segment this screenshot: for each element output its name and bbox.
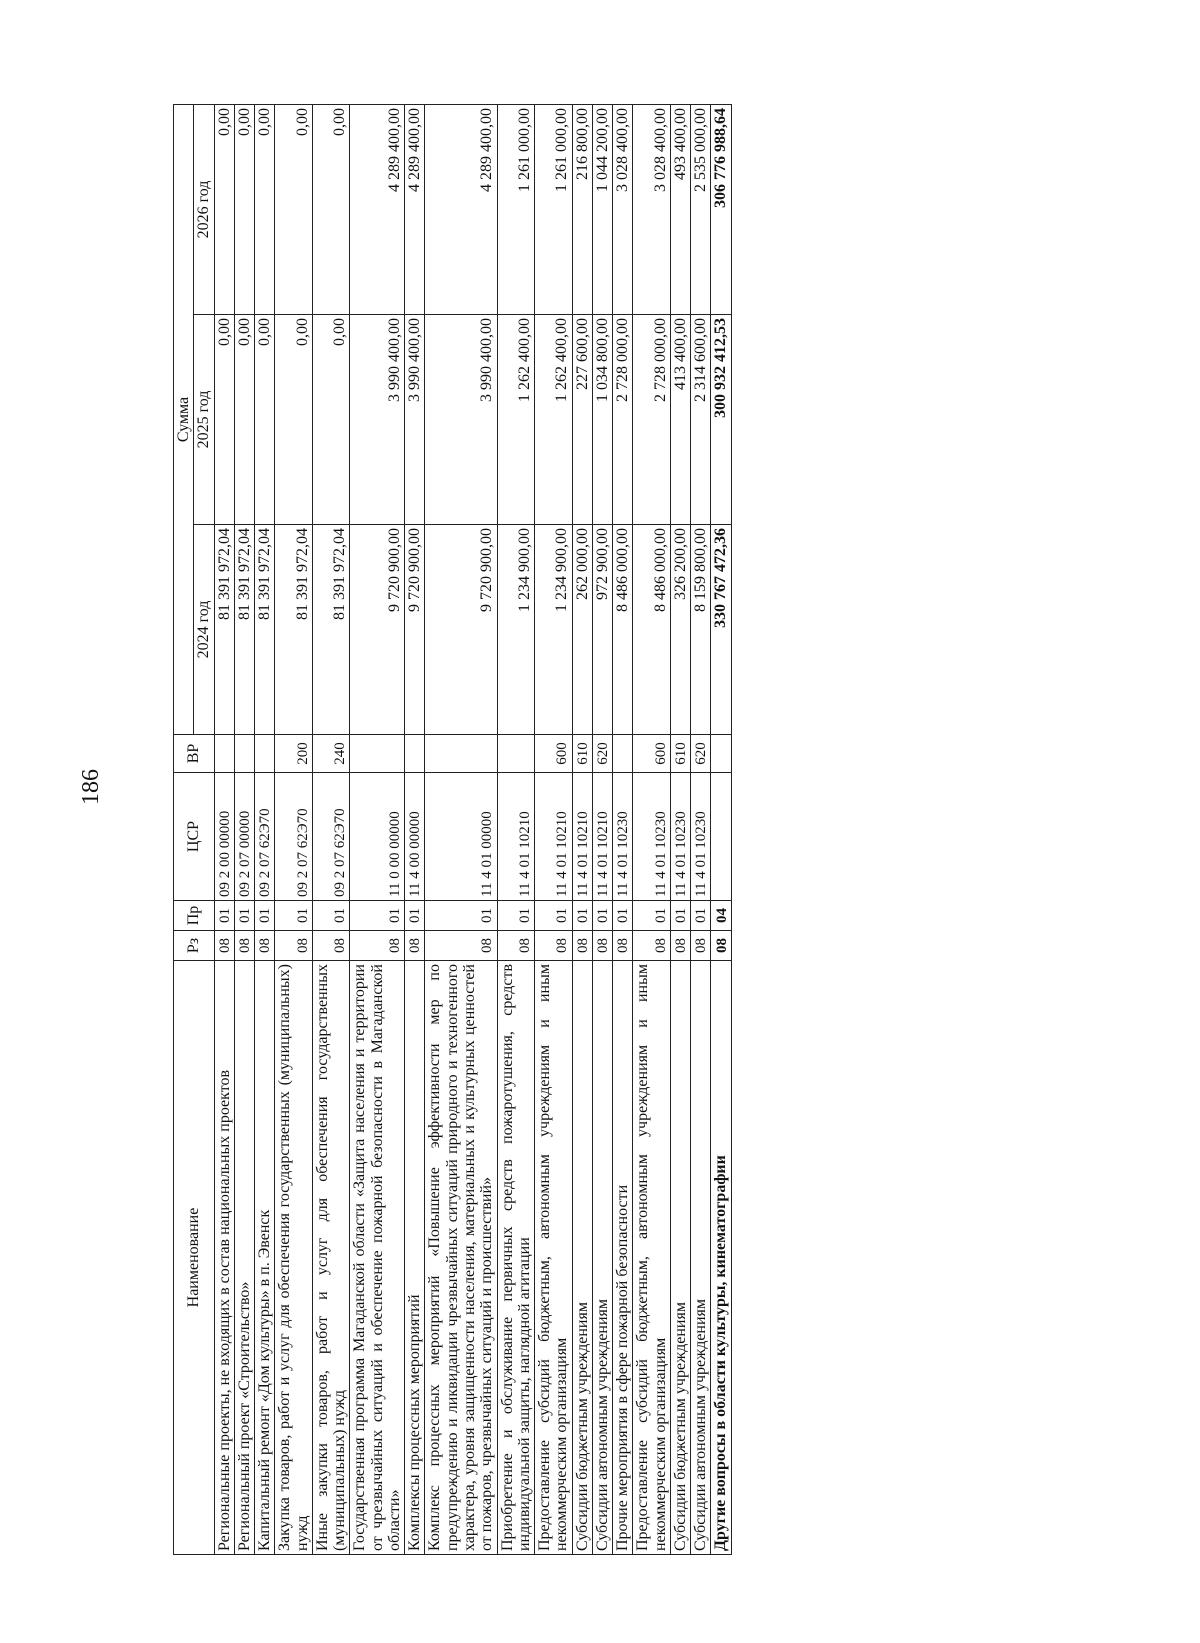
cell-vr [613, 735, 633, 773]
header-2024: 2024 год [194, 525, 214, 735]
cell-csr: 11 4 01 10230 [670, 773, 690, 901]
cell-2025: 0,00 [312, 315, 350, 525]
cell-name: Региональные проекты, не входящих в состав национальных проектов [214, 961, 234, 1555]
cell-2024: 9 720 900,00 [405, 525, 425, 735]
cell-2026: 2 535 000,00 [691, 105, 711, 315]
cell-pr: 01 [214, 901, 234, 931]
cell-csr: 11 4 01 10210 [572, 773, 592, 901]
cell-2026: 3 028 400,00 [633, 105, 671, 315]
cell-2026: 1 044 200,00 [592, 105, 612, 315]
table-row [535, 105, 573, 1555]
cell-rz: 08 [405, 931, 425, 961]
table-row [572, 105, 592, 1555]
cell-2026: 3 028 400,00 [613, 105, 633, 315]
cell-pr: 01 [497, 901, 535, 931]
cell-name: Прочие мероприятия в сфере пожарной безопасности [613, 961, 633, 1555]
cell-csr: 11 4 01 10210 [535, 773, 573, 901]
cell-rz: 08 [255, 931, 275, 961]
cell-2025: 413 400,00 [670, 315, 690, 525]
cell-2024: 81 391 972,04 [214, 525, 234, 735]
cell-vr: 610 [670, 735, 690, 773]
cell-rz: 08 [214, 931, 234, 961]
cell-vr [255, 735, 275, 773]
cell-2024: 1 234 900,00 [535, 525, 573, 735]
cell-name: Региональный проект «Строительство» [234, 961, 254, 1555]
cell-pr: 04 [711, 901, 731, 931]
cell-name: Капитальный ремонт «Дом культуры» в п. Эвенск [255, 961, 275, 1555]
table-body [214, 105, 731, 1555]
cell-2025: 1 262 400,00 [535, 315, 573, 525]
cell-rz: 08 [350, 931, 405, 961]
cell-2025: 3 990 400,00 [425, 315, 497, 525]
cell-2024: 8 159 800,00 [691, 525, 711, 735]
table-row-total [711, 105, 731, 1555]
cell-name: Иные закупки товаров, работ и услуг для обеспечения государственных (муниципальных) нужд [312, 961, 350, 1555]
cell-2026: 493 400,00 [670, 105, 690, 315]
cell-2024: 1 234 900,00 [497, 525, 535, 735]
cell-name: Приобретение и обслуживание первичных средств пожаротушения, средств индивидуальной защиты, наглядной агитации [497, 961, 535, 1555]
header-sum: Сумма [174, 105, 194, 735]
table-row [592, 105, 612, 1555]
cell-csr: 09 2 07 62Э70 [312, 773, 350, 901]
cell-name: Закупка товаров, работ и услуг для обеспечения государственных (муниципальных) нужд [275, 961, 313, 1555]
cell-csr: 09 2 07 62Э70 [275, 773, 313, 901]
cell-vr [425, 735, 497, 773]
header-csr: ЦСР [174, 773, 215, 901]
cell-pr: 01 [312, 901, 350, 931]
header-vr: ВР [174, 735, 215, 773]
cell-name: Предоставление субсидий бюджетным, автономным учреждениям и иным некоммерческим организациям [535, 961, 573, 1555]
cell-2024: 8 486 000,00 [613, 525, 633, 735]
cell-pr: 01 [275, 901, 313, 931]
cell-name: Субсидии бюджетным учреждениям [670, 961, 690, 1555]
table-row [691, 105, 711, 1555]
cell-csr: 11 4 01 00000 [425, 773, 497, 901]
cell-2024: 262 000,00 [572, 525, 592, 735]
cell-rz: 08 [312, 931, 350, 961]
cell-vr [350, 735, 405, 773]
cell-vr: 240 [312, 735, 350, 773]
table-row [425, 105, 497, 1555]
cell-csr: 11 4 01 10230 [691, 773, 711, 901]
cell-2025: 300 932 412,53 [711, 315, 731, 525]
cell-rz: 08 [711, 931, 731, 961]
cell-csr: 11 4 01 10230 [633, 773, 671, 901]
cell-rz: 08 [613, 931, 633, 961]
cell-pr: 01 [405, 901, 425, 931]
cell-pr: 01 [572, 901, 592, 931]
cell-vr [497, 735, 535, 773]
cell-2024: 81 391 972,04 [312, 525, 350, 735]
cell-2025: 0,00 [214, 315, 234, 525]
header-2025: 2025 год [194, 315, 214, 525]
cell-pr: 01 [592, 901, 612, 931]
cell-vr: 600 [535, 735, 573, 773]
cell-2024: 81 391 972,04 [275, 525, 313, 735]
cell-rz: 08 [425, 931, 497, 961]
cell-csr: 11 4 00 00000 [405, 773, 425, 901]
cell-name: Субсидии автономным учреждениям [691, 961, 711, 1555]
cell-2026: 1 261 000,00 [497, 105, 535, 315]
cell-rz: 08 [234, 931, 254, 961]
cell-2025: 3 990 400,00 [350, 315, 405, 525]
header-name: Наименование [174, 961, 215, 1555]
cell-2025: 2 728 000,00 [613, 315, 633, 525]
cell-2026: 306 776 988,64 [711, 105, 731, 315]
table-row [312, 105, 350, 1555]
cell-vr: 600 [633, 735, 671, 773]
cell-2024: 9 720 900,00 [350, 525, 405, 735]
cell-name: Государственная программа Магаданской области «Защита населения и территории от чрезвычайных ситуаций и обеспечение пожарной безопасности в Магаданской области» [350, 961, 405, 1555]
cell-pr: 01 [613, 901, 633, 931]
table-row [633, 105, 671, 1555]
cell-rz: 08 [670, 931, 690, 961]
cell-pr: 01 [691, 901, 711, 931]
cell-csr: 11 0 00 00000 [350, 773, 405, 901]
table-row [214, 105, 234, 1555]
cell-2026: 0,00 [255, 105, 275, 315]
cell-2025: 2 728 000,00 [633, 315, 671, 525]
cell-2026: 216 800,00 [572, 105, 592, 315]
cell-vr [234, 735, 254, 773]
cell-2025: 1 034 800,00 [592, 315, 612, 525]
cell-csr: 11 4 01 10230 [613, 773, 633, 901]
cell-2025: 0,00 [234, 315, 254, 525]
table-row [497, 105, 535, 1555]
cell-name: Предоставление субсидий бюджетным, автономным учреждениям и иным некоммерческим организациям [633, 961, 671, 1555]
cell-vr [214, 735, 234, 773]
cell-pr: 01 [255, 901, 275, 931]
cell-2026: 0,00 [312, 105, 350, 315]
cell-2024: 81 391 972,04 [255, 525, 275, 735]
cell-csr: 09 2 07 62Э70 [255, 773, 275, 901]
cell-vr: 620 [691, 735, 711, 773]
cell-pr: 01 [633, 901, 671, 931]
cell-2026: 0,00 [234, 105, 254, 315]
cell-name: Субсидии автономным учреждениям [592, 961, 612, 1555]
cell-rz: 08 [535, 931, 573, 961]
cell-2026: 1 261 000,00 [535, 105, 573, 315]
cell-vr: 610 [572, 735, 592, 773]
page-number: 186 [78, 769, 104, 805]
cell-pr: 01 [670, 901, 690, 931]
cell-2026: 4 289 400,00 [425, 105, 497, 315]
cell-2024: 330 767 472,36 [711, 525, 731, 735]
table-row [234, 105, 254, 1555]
cell-rz: 08 [572, 931, 592, 961]
cell-2024: 326 200,00 [670, 525, 690, 735]
header-rz: Рз [174, 931, 215, 961]
cell-2024: 9 720 900,00 [425, 525, 497, 735]
cell-2026: 4 289 400,00 [405, 105, 425, 315]
cell-2025: 3 990 400,00 [405, 315, 425, 525]
cell-name: Другие вопросы в области культуры, кинематографии [711, 961, 731, 1555]
cell-vr: 620 [592, 735, 612, 773]
cell-2026: 0,00 [214, 105, 234, 315]
cell-csr: 11 4 01 10210 [592, 773, 612, 901]
cell-rz: 08 [497, 931, 535, 961]
cell-2024: 8 486 000,00 [633, 525, 671, 735]
cell-pr: 01 [234, 901, 254, 931]
cell-csr: 09 2 07 00000 [234, 773, 254, 901]
cell-pr: 01 [425, 901, 497, 931]
cell-2025: 0,00 [255, 315, 275, 525]
cell-rz: 08 [275, 931, 313, 961]
cell-2025: 227 600,00 [572, 315, 592, 525]
table-row [275, 105, 313, 1555]
cell-2026: 0,00 [275, 105, 313, 315]
table-row [255, 105, 275, 1555]
table-row [350, 105, 405, 1555]
budget-table [173, 104, 732, 1555]
cell-pr: 01 [535, 901, 573, 931]
cell-rz: 08 [691, 931, 711, 961]
cell-rz: 08 [592, 931, 612, 961]
cell-vr: 200 [275, 735, 313, 773]
table-row [670, 105, 690, 1555]
cell-2025: 2 314 600,00 [691, 315, 711, 525]
cell-csr [711, 773, 731, 901]
cell-2024: 972 900,00 [592, 525, 612, 735]
cell-csr: 09 2 00 00000 [214, 773, 234, 901]
cell-vr [711, 735, 731, 773]
cell-2025: 1 262 400,00 [497, 315, 535, 525]
cell-2026: 4 289 400,00 [350, 105, 405, 315]
header-pr: Пр [174, 901, 215, 931]
table-row [405, 105, 425, 1555]
cell-name: Субсидии бюджетным учреждениям [572, 961, 592, 1555]
cell-csr: 11 4 01 10210 [497, 773, 535, 901]
header-2026: 2026 год [194, 105, 214, 315]
cell-pr: 01 [350, 901, 405, 931]
cell-2024: 81 391 972,04 [234, 525, 254, 735]
cell-vr [405, 735, 425, 773]
cell-name: Комплекс процессных мероприятий «Повышение эффективности мер по предупреждению и ликвидации чрезвычайных ситуаций природного и техногенного характера, уровня защищенности населения, материальных и культурных ценностей от пожаров, чрезвычайных ситуаций и происшествий» [425, 961, 497, 1555]
table-row [613, 105, 633, 1555]
budget-table-rotated [173, 105, 1063, 1555]
cell-2025: 0,00 [275, 315, 313, 525]
cell-name: Комплексы процессных мероприятий [405, 961, 425, 1555]
cell-rz: 08 [633, 931, 671, 961]
